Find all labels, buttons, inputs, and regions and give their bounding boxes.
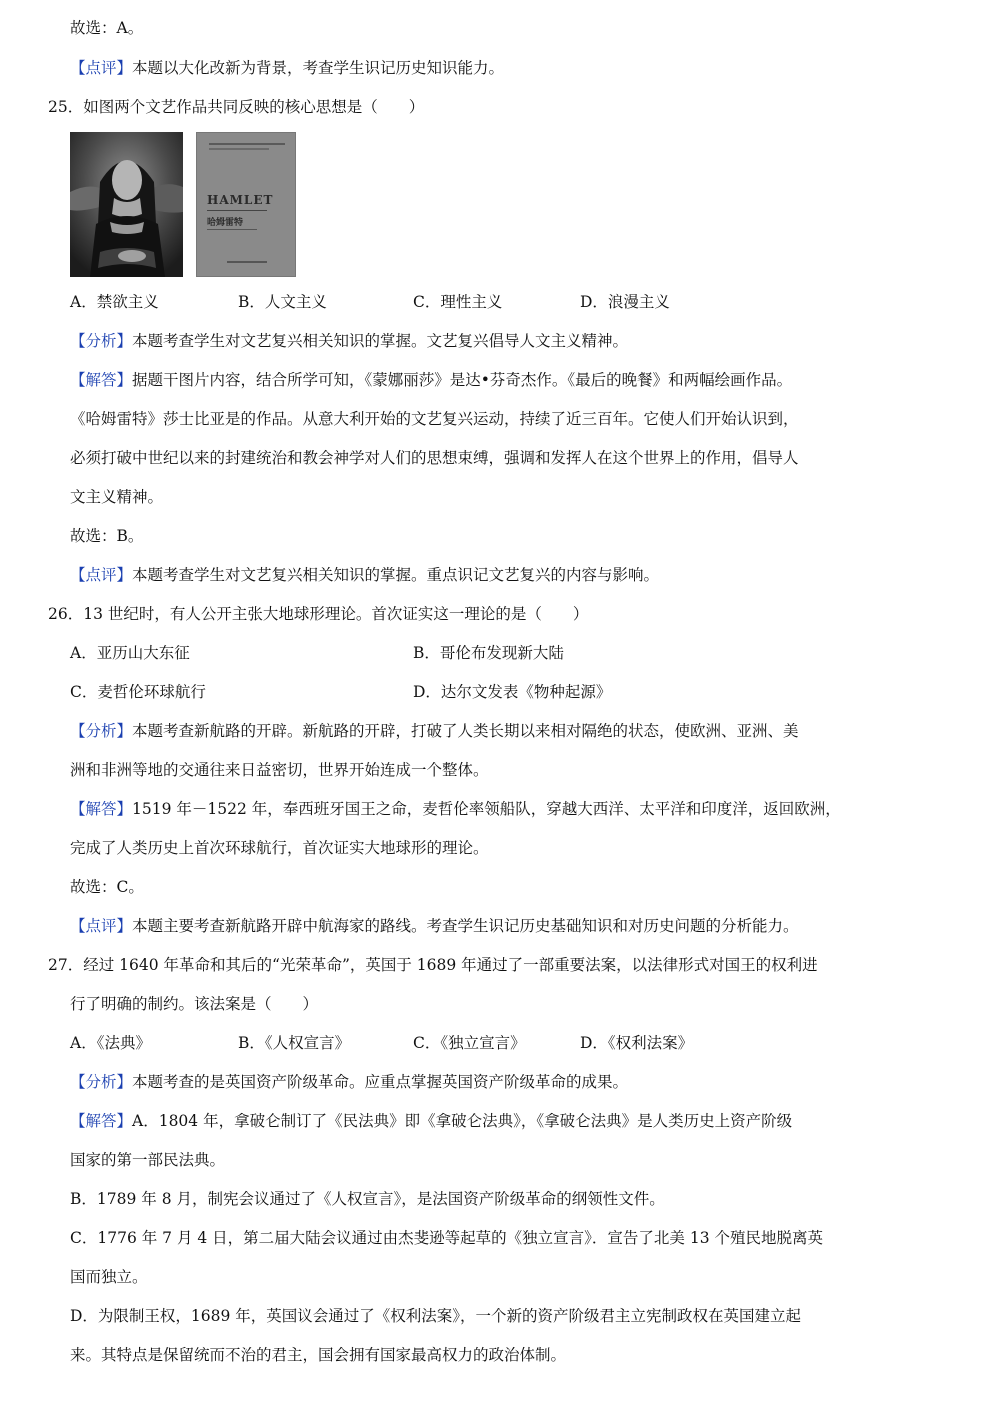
q26-solution-line-1 xyxy=(70,798,841,820)
q25-solution-line-1 xyxy=(70,369,792,391)
q26-solution-line-2: 完成了人类历史上首次环球航行，首次证实大地球形的理论。 xyxy=(70,839,489,857)
hamlet-chinese-title: 哈姆雷特 xyxy=(207,218,244,228)
review-text: 本题考查学生对文艺复兴相关知识的掌握。重点识记文艺复兴的内容与影响。 xyxy=(132,566,660,584)
analysis-text: 本题考查学生对文艺复兴相关知识的掌握。文艺复兴倡导人文主义精神。 xyxy=(132,332,629,350)
q27-solution-line-5: 国而独立。 xyxy=(70,1268,148,1286)
q27-option-b: B．《人权宣言》 xyxy=(238,1034,351,1052)
q25-solution-line-3: 必须打破中世纪以来的封建统治和教会神学对人们的思想束缚，强调和发挥人在这个世界上的作用，倡导人 xyxy=(70,449,799,467)
review-text: 本题以大化改新为背景，考查学生识记历史知识能力。 xyxy=(132,59,505,77)
q26-option-a: A．亚历山大东征 xyxy=(70,644,190,662)
q25-review xyxy=(70,564,659,586)
q27-option-a: A．《法典》 xyxy=(70,1034,151,1052)
q27-option-d: D．《权利法案》 xyxy=(580,1034,694,1052)
analysis-text: 本题考查新航路的开辟。新航路的开辟，打破了人类长期以来相对隔绝的状态，使欧洲、亚洲、美 xyxy=(132,722,799,740)
q26-option-b: B．哥伦布发现新大陆 xyxy=(413,644,564,662)
hamlet-title: HAMLET xyxy=(207,193,274,207)
q25-solution-line-4: 文主义精神。 xyxy=(70,488,164,506)
q25-option-a: A．禁欲主义 xyxy=(70,293,159,311)
q26-analysis-line-1 xyxy=(70,720,799,742)
review-tag: 【点评】 xyxy=(70,917,133,935)
question-26-stem: 26．13 世纪时，有人公开主张大地球形理论。首次证实这一理论的是（ ） xyxy=(48,605,589,623)
q27-solution-line-2: 国家的第一部民法典。 xyxy=(70,1151,226,1169)
solution-text: A．1804 年，拿破仑制订了《民法典》即《拿破仑法典》，《拿破仑法典》是人类历史上资产阶级 xyxy=(132,1112,793,1130)
question-25-stem: 25．如图两个文艺作品共同反映的核心思想是（ ） xyxy=(48,98,425,116)
q26-analysis-line-2: 洲和非洲等地的交通往来日益密切，世界开始连成一个整体。 xyxy=(70,761,489,779)
analysis-text: 本题考查的是英国资产阶级革命。应重点掌握英国资产阶级革命的成果。 xyxy=(132,1073,629,1091)
q25-solution-line-2: 《哈姆雷特》莎士比亚是的作品。从意大利开始的文艺复兴运动，持续了近三百年。它使人们开始认识到， xyxy=(70,410,799,428)
hamlet-book-cover-image xyxy=(196,132,296,277)
analysis-tag: 【分析】 xyxy=(70,722,133,740)
q26-review xyxy=(70,915,799,937)
review-tag: 【点评】 xyxy=(70,566,133,584)
solution-tag: 【解答】 xyxy=(70,1112,133,1130)
q26-answer: 故选：C。 xyxy=(70,878,144,896)
q27-analysis xyxy=(70,1071,628,1093)
question-27-stem-line-2: 行了明确的制约。该法案是（ ） xyxy=(70,995,319,1013)
solution-text: 据题干图片内容，结合所学可知，《蒙娜丽莎》是达•芬奇杰作。《最后的晚餐》和两幅绘画作品。 xyxy=(132,371,793,389)
q25-analysis xyxy=(70,330,628,352)
q27-option-c: C．《独立宣言》 xyxy=(413,1034,526,1052)
q26-option-d: D．达尔文发表《物种起源》 xyxy=(413,683,612,701)
q25-answer: 故选：B。 xyxy=(70,527,144,545)
solution-text: 1519 年－1522 年，奉西班牙国王之命，麦哲伦率领船队，穿越大西洋、太平洋和印度洋，返回欧洲， xyxy=(132,800,841,818)
q27-solution-line-1 xyxy=(70,1110,792,1132)
review-text: 本题主要考查新航路开辟中航海家的路线。考查学生识记历史基础知识和对历史问题的分析能力。 xyxy=(132,917,799,935)
q27-solution-line-6: D．为限制王权，1689 年，英国议会通过了《权利法案》，一个新的资产阶级君主立宪制政权在英国建立起 xyxy=(70,1307,802,1325)
analysis-tag: 【分析】 xyxy=(70,1073,133,1091)
q26-option-c: C．麦哲伦环球航行 xyxy=(70,683,206,701)
analysis-tag: 【分析】 xyxy=(70,332,133,350)
q25-option-c: C．理性主义 xyxy=(413,293,503,311)
q25-option-b: B．人文主义 xyxy=(238,293,327,311)
q27-solution-line-4: C．1776 年 7 月 4 日，第二届大陆会议通过由杰斐逊等起草的《独立宣言》．宣告了北美 13 个殖民地脱离英 xyxy=(70,1229,823,1247)
review-line xyxy=(70,57,504,79)
mona-lisa-image xyxy=(70,132,183,277)
solution-tag: 【解答】 xyxy=(70,800,133,818)
answer-line: 故选：A。 xyxy=(70,19,144,37)
q25-option-d: D．浪漫主义 xyxy=(580,293,670,311)
q27-solution-line-7: 来。其特点是保留统而不治的君主，国会拥有国家最高权力的政治体制。 xyxy=(70,1346,567,1364)
review-tag: 【点评】 xyxy=(70,59,133,77)
solution-tag: 【解答】 xyxy=(70,371,133,389)
q27-solution-line-3: B．1789 年 8 月，制宪会议通过了《人权宣言》，是法国资产阶级革命的纲领性文件。 xyxy=(70,1190,665,1208)
question-27-stem-line-1: 27．经过 1640 年革命和其后的“光荣革命”，英国于 1689 年通过了一部重要法案，以法律形式对国王的权利进 xyxy=(48,956,818,974)
